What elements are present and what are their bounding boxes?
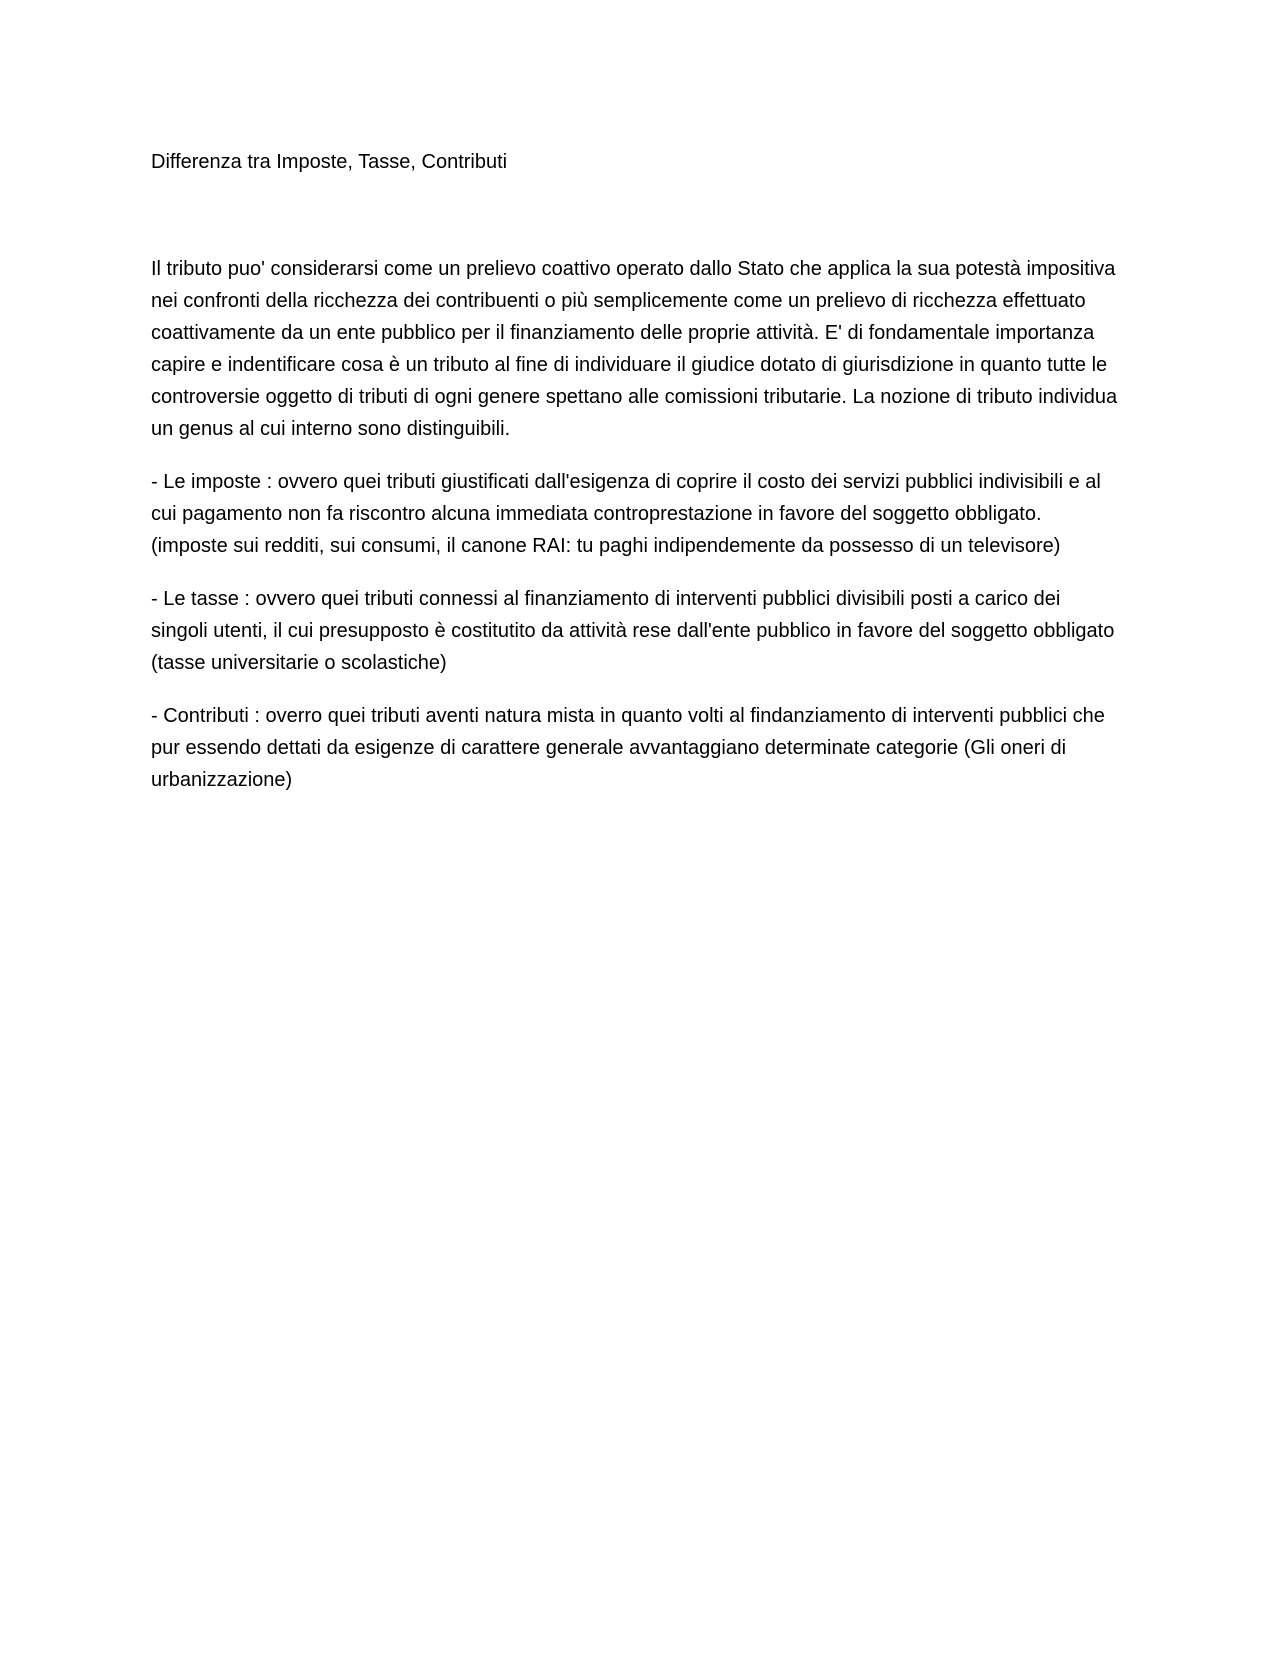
document-body (151, 146, 1121, 796)
document-title: Differenza tra Imposte, Tasse, Contributi (151, 151, 508, 173)
paragraph-imposte: - Le imposte : ovvero quei tributi giustificati dall'esigenza di coprire il costo dei servizi pubblici indivisibili e al cui pagamento non fa riscontro alcuna immediata controprestazione in favore del soggetto obbligato. (imposte sui redditi, sui consumi, il canone RAI: tu paghi indipendemente da possesso di un televisore) (151, 471, 1101, 557)
paragraph-tributo-definition: Il tributo puo' considerarsi come un prelievo coattivo operato dallo Stato che applica la sua potestà impositiva nei confronti della ricchezza dei contribuenti o più semplicemente come un prelievo di ricchezza effettuato coattivamente da un ente pubblico per il finanziamento delle proprie attività. E' di fondamentale importanza capire e indentificare cosa è un tributo al fine di individuare il giudice dotato di giurisdizione in quanto tutte le controversie oggetto di tributi di ogni genere spettano alle comissioni tributarie. La nozione di tributo individua un genus al cui interno sono distinguibili. (151, 258, 1118, 440)
paragraph-contributi: - Contributi : overro quei tributi aventi natura mista in quanto volti al findanziamento di interventi pubblici che pur essendo dettati da esigenze di carattere generale avvantaggiano determinate categorie (Gli oneri di urbanizzazione) (151, 705, 1105, 791)
paragraph-tasse: - Le tasse : ovvero quei tributi connessi al finanziamento di interventi pubblici divisibili posti a carico dei singoli utenti, il cui presupposto è costitutito da attività rese dall'ente pubblico in favore del soggetto obbligato (tasse universitarie o scolastiche) (151, 588, 1115, 674)
